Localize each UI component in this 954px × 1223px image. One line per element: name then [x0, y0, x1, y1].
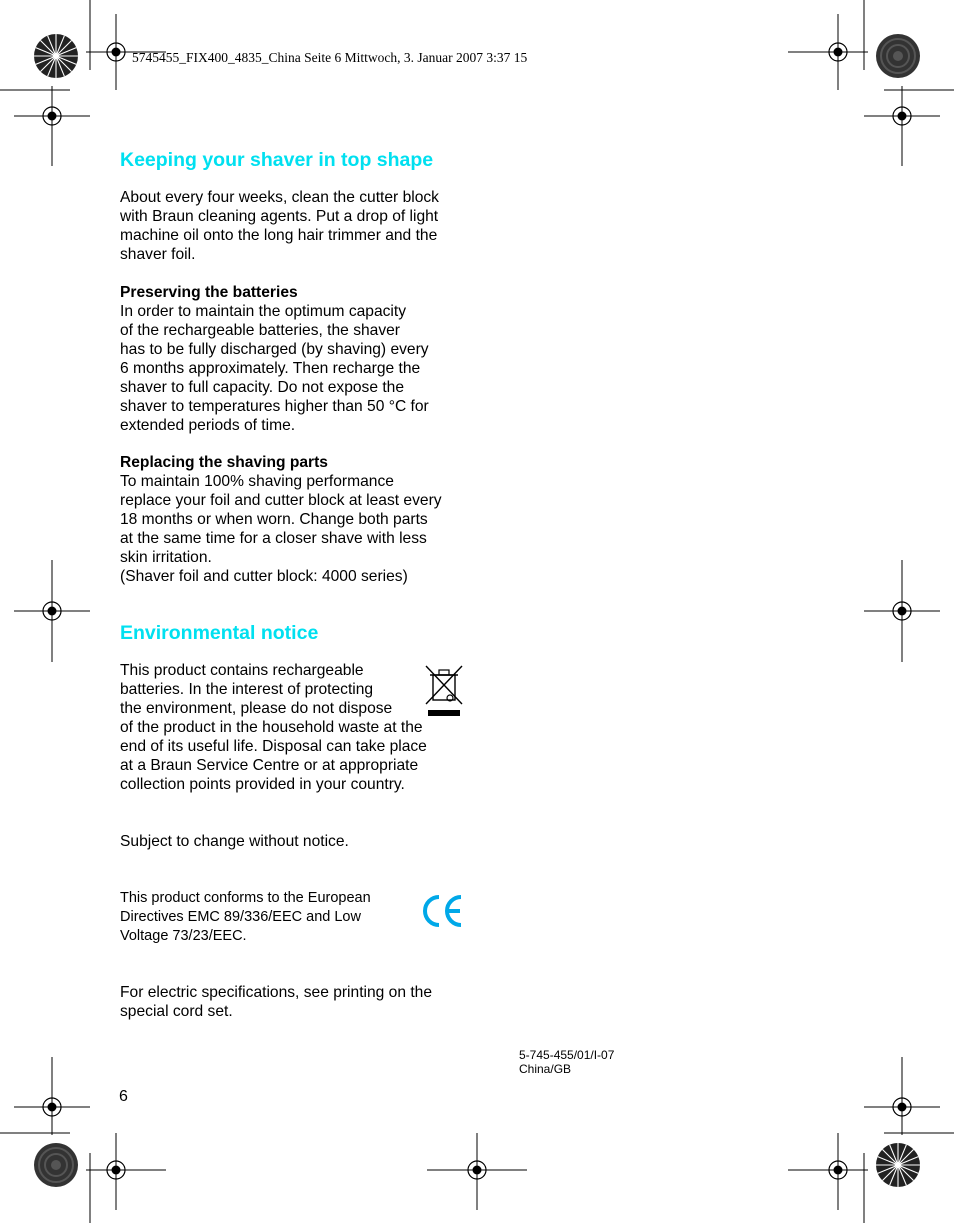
batteries-subtitle: Preserving the batteries: [120, 284, 298, 301]
text-line: the environment, please do not dispose: [120, 700, 393, 717]
text-line: of the product in the household waste at the: [120, 719, 423, 736]
text-line: skin irritation.: [120, 549, 212, 566]
document-code: [519, 1048, 614, 1076]
section-title-care: Keeping your shaver in top shape: [120, 149, 434, 171]
text-line: (Shaver foil and cutter block: 4000 series): [120, 568, 408, 585]
page-number: 6: [119, 1088, 128, 1105]
print-slug: 5745455_FIX400_4835_China Seite 6 Mittwoch, 3. Januar 2007 3:37 15: [132, 50, 528, 65]
text-line: In order to maintain the optimum capacity: [120, 303, 407, 320]
parts-block: [120, 453, 465, 586]
section-title-environment: Environmental notice: [120, 622, 319, 644]
text-line: machine oil onto the long hair trimmer and the: [120, 227, 438, 244]
crossed-out-wheelie-bin-icon: [424, 664, 464, 718]
text-line: 6 months approximately. Then recharge the: [120, 360, 421, 377]
conformity-text: [120, 889, 420, 946]
parts-subtitle: Replacing the shaving parts: [120, 454, 328, 471]
text-line: of the rechargeable batteries, the shaver: [120, 322, 400, 339]
ce-mark-icon: [421, 893, 465, 929]
text-line: special cord set.: [120, 1003, 233, 1020]
code-number: 5-745-455/01/I-07: [519, 1048, 615, 1062]
text-line: collection points provided in your country.: [120, 776, 405, 793]
text-line: shaver foil.: [120, 246, 196, 263]
text-line: To maintain 100% shaving performance: [120, 473, 394, 490]
text-line: replace your foil and cutter block at least every: [120, 492, 442, 509]
text-line: shaver to temperatures higher than 50 °C for: [120, 398, 429, 415]
electric-specs-text: [120, 983, 465, 1021]
text-line: This product conforms to the European: [120, 890, 371, 906]
text-line: Directives EMC 89/336/EEC and Low: [120, 909, 361, 925]
text-line: batteries. In the interest of protecting: [120, 681, 374, 698]
text-line: has to be fully discharged (by shaving) every: [120, 341, 429, 358]
text-line: shaver to full capacity. Do not expose the: [120, 379, 405, 396]
text-line: at the same time for a closer shave with less: [120, 530, 427, 547]
change-notice: Subject to change without notice.: [120, 833, 349, 850]
text-line: Voltage 73/23/EEC.: [120, 928, 247, 944]
text-line: About every four weeks, clean the cutter block: [120, 189, 439, 206]
environment-text: [120, 661, 465, 794]
care-intro: [120, 188, 465, 264]
text-line: This product contains rechargeable: [120, 662, 364, 679]
text-line: For electric specifications, see printing on the: [120, 984, 433, 1001]
text-line: with Braun cleaning agents. Put a drop of light: [120, 208, 439, 225]
text-line: end of its useful life. Disposal can take place: [120, 738, 427, 755]
code-region: China/GB: [519, 1062, 572, 1076]
batteries-block: [120, 283, 465, 435]
text-line: 18 months or when worn. Change both parts: [120, 511, 428, 528]
text-line: extended periods of time.: [120, 417, 296, 434]
text-line: at a Braun Service Centre or at appropriate: [120, 757, 419, 774]
